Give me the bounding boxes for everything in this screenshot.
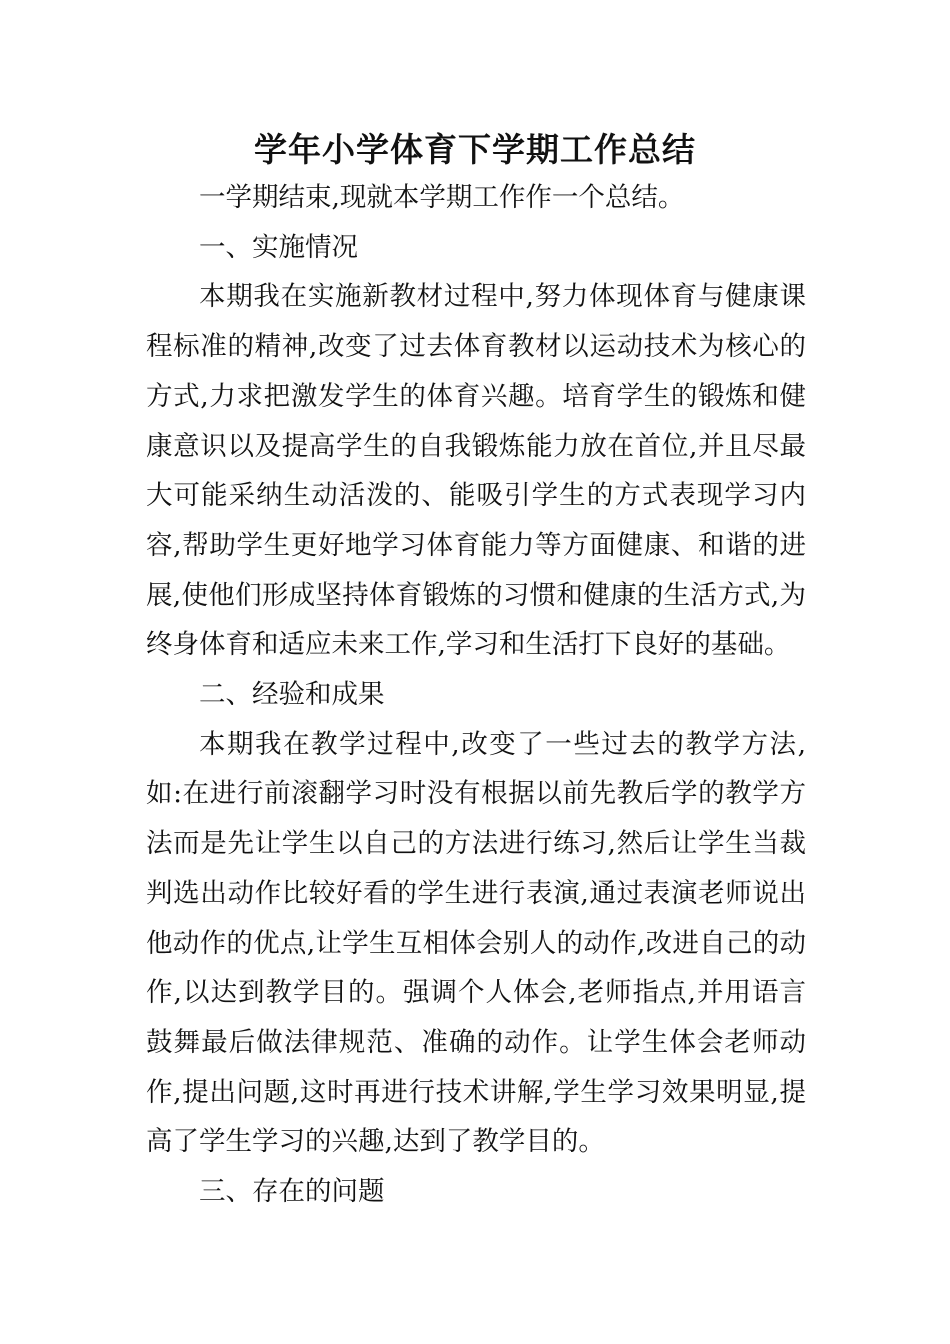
intro-paragraph: 一学期结束,现就本学期工作作一个总结。 bbox=[199, 182, 685, 213]
section-paragraph-experience: 本期我在教学过程中,改变了一些过去的教学方法,如:在进行前滚翻学习时没有根据以前先教后学的教学方法而是先让学生以自己的方法进行练习,然后让学生当裁判选出动作比较好看的学生进行表演,通过表演老师说出他动作的优点,让学生互相体会别人的动作,改进自己的动作,以达到教学目的。强调个人体会,老师指点,并用语言鼓舞最后做法律规范、准确的动作。让学生体会老师动作,提出问题,这时再进行技术讲解,学生学习效果明显,提高了学生学习的兴趣,达到了教学目的。 bbox=[146, 728, 806, 1158]
section-heading-experience: 二、经验和成果 bbox=[199, 679, 385, 711]
document-body bbox=[146, 173, 806, 1217]
section-heading-problems: 三、存在的问题 bbox=[199, 1176, 385, 1208]
section-heading-implementation: 一、实施情况 bbox=[199, 231, 358, 263]
section-paragraph-implementation: 本期我在实施新教材过程中,努力体现体育与健康课程标准的精神,改变了过去体育教材以运动技术为核心的方式,力求把激发学生的体育兴趣。培育学生的锻炼和健康意识以及提高学生的自我锻炼能力放在首位,并且尽最大可能采纳生动活泼的、能吸引学生的方式表现学习内容,帮助学生更好地学习体育能力等方面健康、和谐的进展,使他们形成坚持体育锻炼的习惯和健康的生活方式,为终身体育和适应未来工作,学习和生活打下良好的基础。 bbox=[146, 281, 806, 661]
document-title: 学年小学体育下学期工作总结 bbox=[254, 130, 696, 169]
